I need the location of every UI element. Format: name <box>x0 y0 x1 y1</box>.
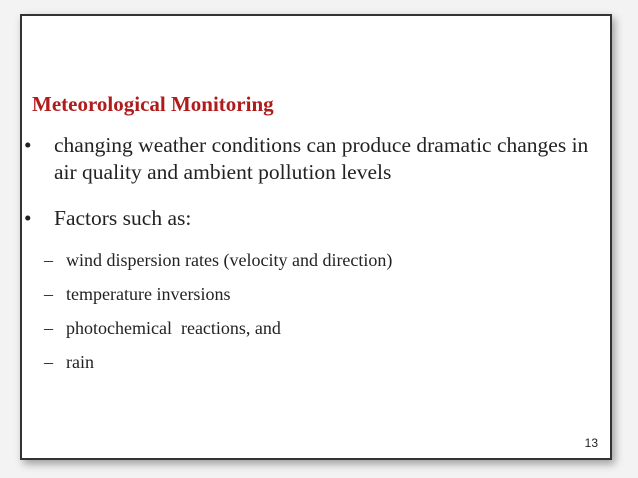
sub-bullet-marker: – <box>44 284 53 304</box>
bullet-text: changing weather conditions can produce dramatic changes in air quality and ambient pollution levels <box>54 133 589 184</box>
page-number: 13 <box>584 436 598 450</box>
sub-bullet-item <box>44 283 604 305</box>
bullet-marker: • <box>24 206 32 230</box>
sub-bullet-item <box>44 351 604 373</box>
bullet-item <box>24 132 614 186</box>
sub-bullet-text: photochemical reactions, and <box>66 318 281 338</box>
sub-bullet-marker: – <box>44 318 53 338</box>
slide-frame <box>20 14 612 460</box>
slide-content <box>22 16 610 458</box>
bullet-text: Factors such as: <box>54 206 192 230</box>
sub-bullet-text: rain <box>66 352 94 372</box>
sub-bullet-item <box>44 317 604 339</box>
bullet-item <box>24 205 614 232</box>
slide-title: Meteorological Monitoring <box>32 92 274 116</box>
sub-bullet-marker: – <box>44 352 53 372</box>
sub-bullet-marker: – <box>44 250 53 270</box>
sub-bullet-text: wind dispersion rates (velocity and direction) <box>66 250 393 270</box>
sub-bullet-text: temperature inversions <box>66 284 231 304</box>
sub-bullet-item <box>44 249 604 271</box>
bullet-marker: • <box>24 133 32 157</box>
